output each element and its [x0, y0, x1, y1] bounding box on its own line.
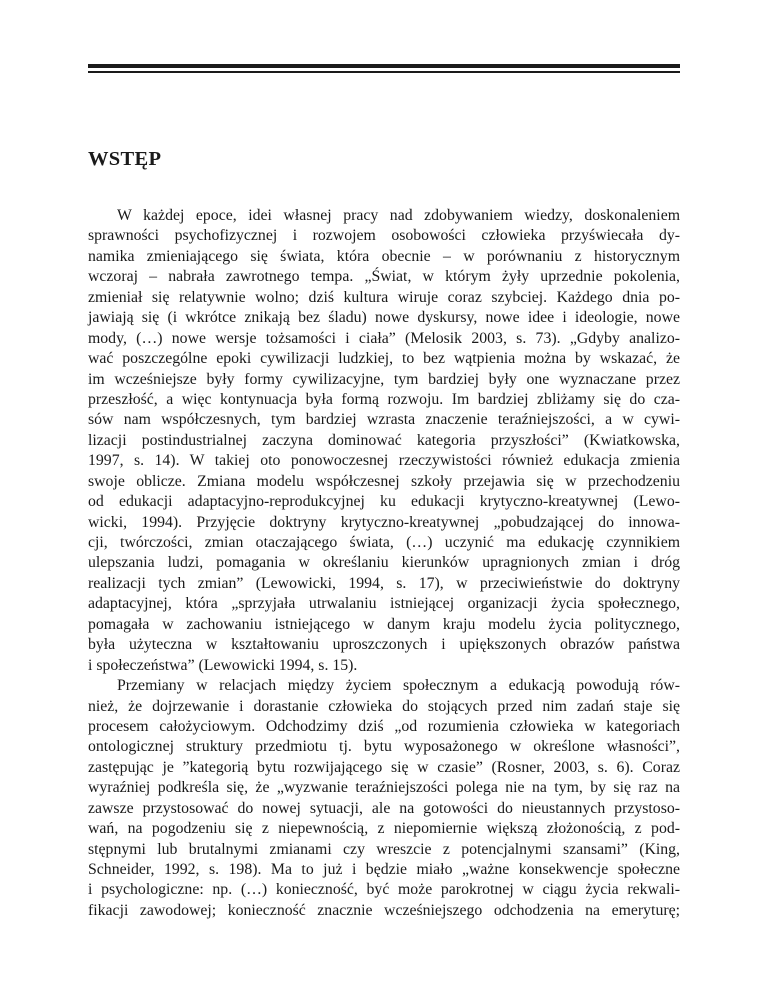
text-line: była użyteczna w kształtowaniu uproszczonych i upiększonych obrazów państwa	[88, 636, 680, 654]
text-line: zawsze przystosować do nowej sytuacji, ale na gotowości do nieustannych przystoso-	[88, 799, 680, 817]
text-line: zastępując je ”kategorią bytu rozwijającego się w czasie” (Rosner, 2003, s. 6). Coraz	[88, 758, 680, 776]
text-line: pomagała w zachowaniu istniejącego w danym kraju modelu życia politycznego,	[88, 615, 680, 633]
text-line: nież, że dojrzewanie i dorastanie człowieka do stojących przed nim zadań staje się	[88, 697, 680, 715]
text-line: mody, (…) nowe wersje tożsamości i ciała” (Melosik 2003, s. 73). „Gdyby analizo-	[88, 329, 680, 347]
text-line: przeszłość, a więc kontynuacja była formą rozwoju. Im bardziej zbliżamy się do cza-	[88, 390, 680, 408]
text-line: swoje oblicze. Zmiana modelu współczesnej szkoły przejawia się w przechodzeniu	[88, 472, 680, 490]
text-line: i społeczeństwa” (Lewowicki 1994, s. 15).	[88, 656, 358, 674]
header-rule-thick	[88, 64, 680, 68]
paragraph	[88, 676, 680, 921]
text-line: od edukacji adaptacyjno-reprodukcyjnej ku edukacji krytyczno-kreatywnej (Lewo-	[88, 493, 680, 511]
text-line: wań, na pogodzeniu się z niepewnością, z niepomiernie większą złożonością, z pod-	[88, 820, 680, 838]
paragraph	[88, 206, 680, 676]
text-line: sów nam współczesnych, tym bardziej wzrasta znaczenie teraźniejszości, a w cywi-	[88, 411, 680, 429]
text-line: zmieniał się relatywnie wolno; dziś kultura wiruje coraz szybciej. Każdego dnia po-	[88, 288, 680, 306]
text-line: W każdej epoce, idei własnej pracy nad zdobywaniem wiedzy, doskonaleniem	[117, 207, 680, 224]
text-line: ulepszania ludzi, pomagania w określaniu kierunków upragnionych zmian i dróg	[88, 554, 680, 572]
text-line: stępnymi lub brutalnymi zmianami czy wreszcie z potencjalnymi szansami” (King,	[88, 840, 680, 858]
text-line: im wcześniejsze były formy cywilizacyjne, tym bardziej były one wyznaczane przez	[88, 370, 680, 388]
text-line: lizacji postindustrialnej zaczyna dominować kategoria przyszłości” (Kwiatkowska,	[88, 431, 680, 449]
text-line: jawiają się (i wkrótce znikają bez śladu) nowe dyskursy, nowe idee i ideologie, nowe	[88, 309, 680, 327]
text-line: namika zmieniającego się świata, która obecnie – w porównaniu z historycznym	[88, 247, 680, 265]
text-line: i psychologiczne: np. (…) konieczność, być może parokrotnej w ciągu życia rekwali-	[88, 881, 680, 899]
text-line: Schneider, 1992, s. 198). Ma to już i będzie miało „ważne konsekwencje społeczne	[88, 861, 680, 878]
header-rule-thin	[88, 71, 680, 73]
text-line: realizacji tych zmian” (Lewowicki, 1994, s. 17), w przeciwieństwie do doktryny	[88, 574, 680, 592]
text-line: wicki, 1994). Przyjęcie doktryny krytyczno-kreatywnej „pobudzającej do innowa-	[88, 513, 680, 531]
text-line: sprawności psychofizycznej i rozwojem osobowości człowieka przyświecała dy-	[88, 227, 680, 245]
body-text	[88, 206, 680, 921]
text-line: procesem całożyciowym. Odchodzimy dziś „od rozumienia człowieka w kategoriach	[88, 717, 680, 735]
text-line: Przemiany w relacjach między życiem społecznym a edukacją powodują rów-	[117, 677, 680, 695]
text-line: fikacji zawodowej; konieczność znacznie wcześniejszego odchodzenia na emeryturę;	[88, 901, 680, 919]
text-line: ontologicznej struktury przedmiotu tj. bytu wyposażonego w określone własności”,	[88, 738, 680, 756]
chapter-heading: WSTĘP	[88, 148, 162, 170]
text-line: wczoraj – nabrała zawrotnego tempa. „Świat, w którym żyły uprzednie pokolenia,	[88, 268, 680, 286]
text-line: wać poszczególne epoki cywilizacji ludzkiej, to bez wątpienia można by wskazać, że	[88, 350, 680, 368]
text-line: adaptacyjnej, która „sprzyjała utrwalaniu istniejącej organizacji życia społecznego,	[88, 595, 680, 613]
text-line: 1997, s. 14). W takiej oto ponowoczesnej rzeczywistości również edukacja zmienia	[88, 452, 680, 470]
text-line: wyraźniej podkreśla się, że „wyzwanie teraźniejszości polega nie na tym, by się raz na	[88, 779, 680, 797]
text-line: cji, twórczości, zmian otaczającego świata, (…) uczynić ma edukację czynnikiem	[88, 534, 680, 551]
